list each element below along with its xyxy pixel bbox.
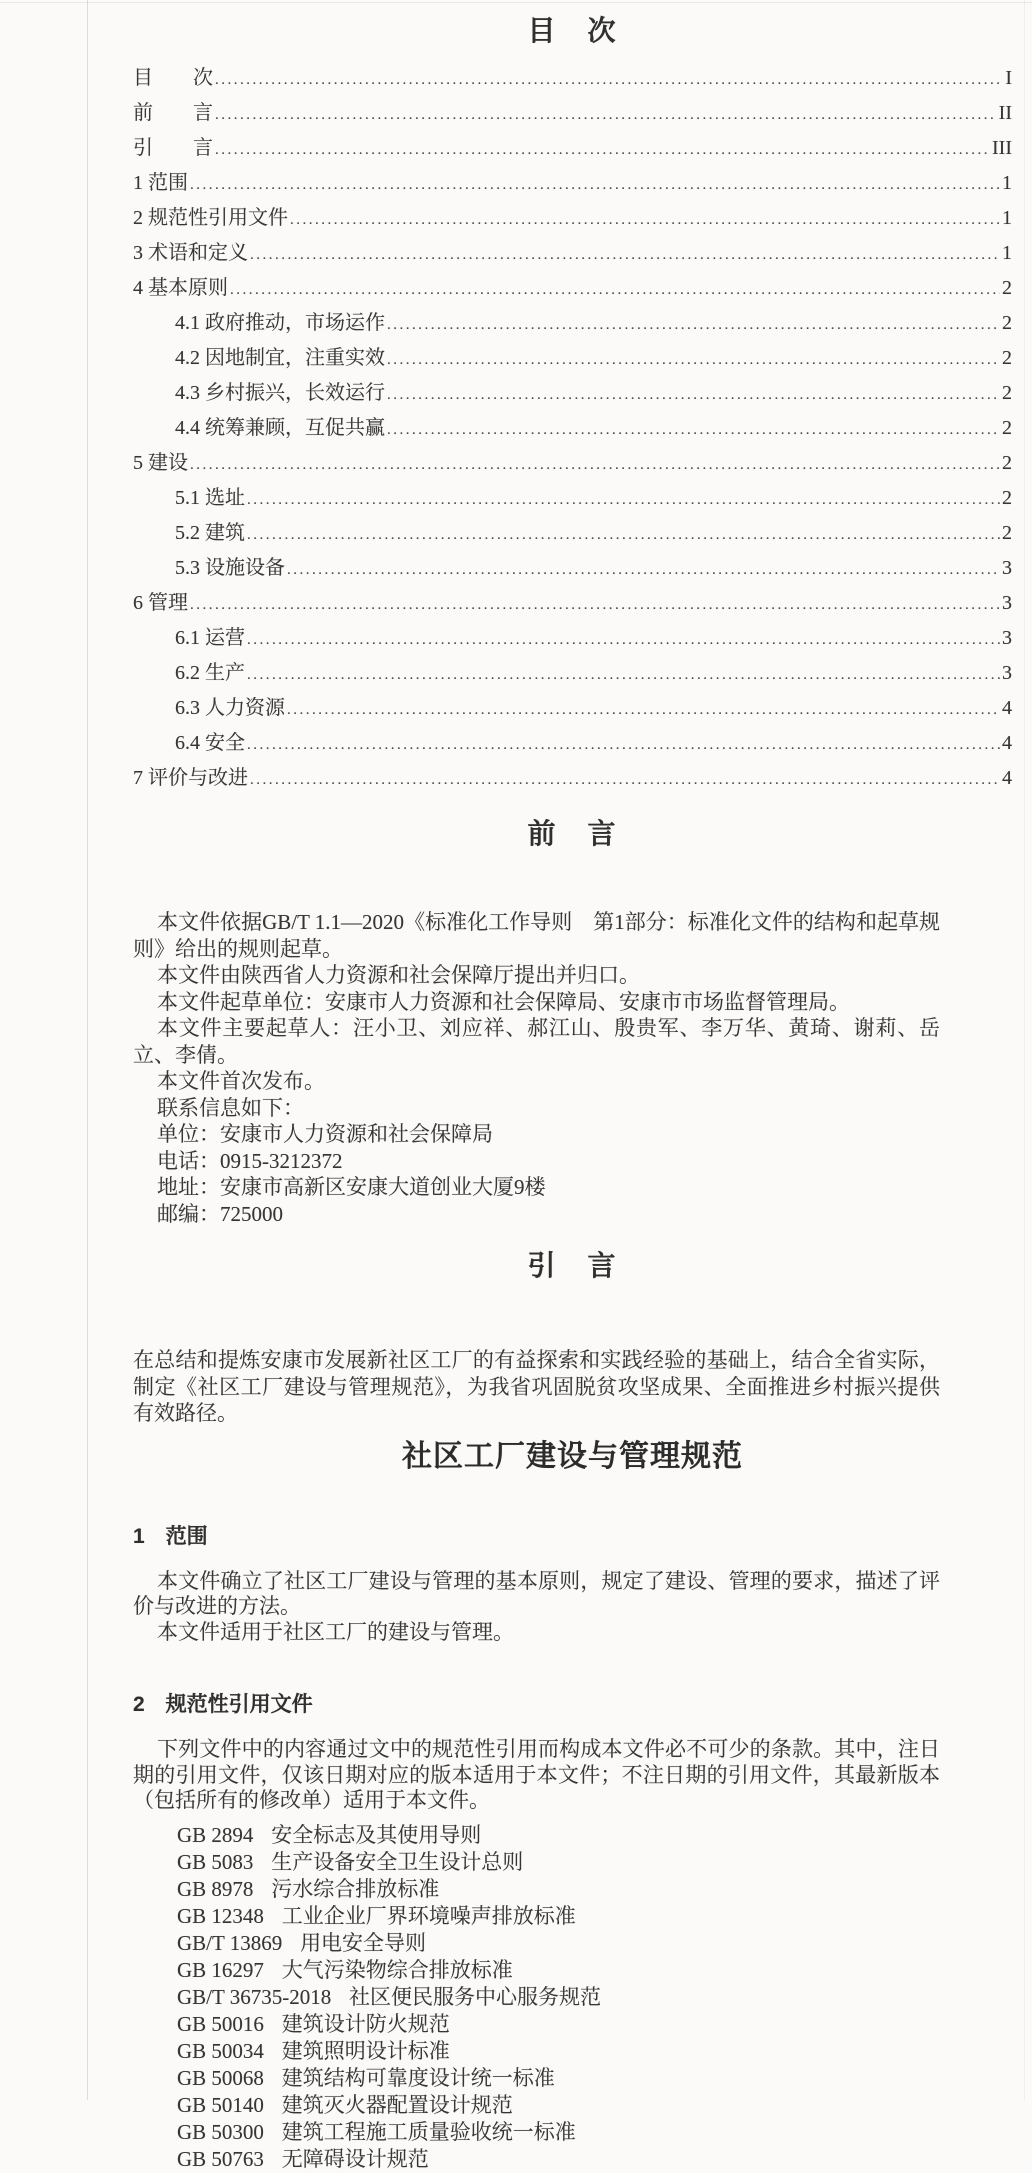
reference-name: 污水综合排放标准: [271, 1876, 440, 1901]
toc-entry-label: 6.2 生产: [175, 662, 245, 684]
toc-entry-page: 2: [1002, 312, 1012, 334]
toc-entry: [133, 517, 1012, 552]
toc-entry-label: 6.1 运营: [175, 627, 245, 649]
reference-code: GB 50140: [177, 2092, 264, 2117]
foreword-paragraph: 本文件起草单位：安康市人力资源和社会保障局、安康市市场监督管理局。: [157, 989, 850, 1014]
reference-name: 建筑工程施工质量验收统一标准: [281, 2119, 576, 2144]
toc-entry-page: 2: [1002, 382, 1012, 404]
toc-leader-dots: [250, 762, 1000, 797]
contact-line: 单位：安康市人力资源和社会保障局: [157, 1122, 493, 1146]
reference-code: GB/T 36735-2018: [177, 1984, 332, 2009]
toc-entry-label: 5.3 设施设备: [175, 557, 285, 579]
paragraph: 下列文件中的内容通过文中的规范性引用而构成本文件必不可少的条款。其中，注日期的引用文件，仅该日期对应的版本适用于本文件；不注日期的引用文件，其最新版本（包括所有的修改单）适用于本文件。: [133, 1737, 940, 1812]
toc-entry-label: 4 基本原则: [133, 277, 228, 299]
reference-code: GB 50300: [177, 2119, 264, 2144]
toc-leader-dots: [190, 587, 1000, 622]
contact-line: 地址：安康市高新区安康大道创业大厦9楼: [157, 1175, 546, 1199]
toc-leader-dots: [247, 657, 1000, 692]
reference-item: [177, 1930, 1012, 1957]
toc-entry-page: 1: [1002, 172, 1012, 194]
toc-entry-page: 2: [1002, 487, 1012, 509]
reference-list: [133, 1822, 1012, 2173]
toc-entry-label: 4.2 因地制宜，注重实效: [175, 347, 385, 369]
toc-entry-page: 4: [1002, 732, 1012, 754]
toc-leader-dots: [190, 447, 1000, 482]
toc-entry-page: 2: [1002, 277, 1012, 299]
toc-entry: [133, 587, 1012, 622]
reference-name: 安全标志及其使用导则: [271, 1822, 482, 1847]
toc-entry-label: 3 术语和定义: [133, 242, 248, 264]
reference-item: [177, 2092, 1012, 2119]
toc-entry-label: 6.3 人力资源: [175, 697, 285, 719]
reference-name: 建筑设计防火规范: [281, 2011, 450, 2036]
reference-code: GB/T 13869: [177, 1930, 283, 1955]
toc-entry: [133, 272, 1012, 307]
toc-leader-dots: [247, 727, 1000, 762]
contact-line: 电话：0915-3212372: [157, 1148, 343, 1173]
foreword-body: [133, 909, 940, 1227]
section-paragraphs: [133, 1569, 940, 1646]
reference-name: 无障碍设计规范: [281, 2146, 429, 2171]
reference-name: 大气污染物综合排放标准: [281, 1957, 513, 1982]
reference-code: GB 50763: [177, 2146, 264, 2171]
reference-item: [177, 2146, 1012, 2173]
scanned-document-page: [133, 0, 1012, 2173]
section-heading: 1 范围: [133, 1524, 208, 1548]
reference-item: [177, 1849, 1012, 1876]
toc-entry-page: 4: [1002, 697, 1012, 719]
toc-entry: [133, 62, 1012, 97]
toc-entry-page: 1: [1002, 207, 1012, 229]
standard-sections: [133, 1523, 1012, 2173]
scan-edge-line-left: [87, 0, 88, 2100]
toc-entry: [133, 482, 1012, 517]
toc-entry: [133, 552, 1012, 587]
toc-entry-label: 7 评价与改进: [133, 767, 248, 789]
reference-item: [177, 1876, 1012, 1903]
reference-name: 社区便民服务中心服务规范: [349, 1984, 602, 2009]
release-note: 本文件首次发布。: [157, 1069, 325, 1093]
toc-leader-dots: [250, 237, 1000, 272]
toc-leader-dots: [387, 377, 1000, 412]
toc-leader-dots: [290, 202, 1000, 237]
foreword-title: 前 言: [527, 818, 618, 849]
reference-code: GB 50016: [177, 2011, 264, 2036]
document-title: 社区工厂建设与管理规范: [402, 1439, 743, 1473]
toc-entry: [133, 762, 1012, 797]
toc-leader-dots: [215, 132, 990, 167]
reference-code: GB 2894: [177, 1822, 254, 1847]
toc-entry-label: 5.1 选址: [175, 487, 245, 509]
section-paragraphs: [133, 1737, 940, 1814]
toc-entry: [133, 657, 1012, 692]
reference-item: [177, 1822, 1012, 1849]
toc-leader-dots: [247, 517, 1000, 552]
contact-intro: 联系信息如下：: [157, 1095, 304, 1120]
introduction-title: 引 言: [527, 1250, 618, 1281]
toc-entry: [133, 377, 1012, 412]
toc-leader-dots: [387, 307, 1000, 342]
toc-leader-dots: [247, 622, 1000, 657]
toc-entry: [133, 342, 1012, 377]
toc-leader-dots: [247, 482, 1000, 517]
foreword-paragraph: 本文件由陕西省人力资源和社会保障厅提出并归口。: [157, 963, 640, 987]
section-heading: 2 规范性引用文件: [133, 1693, 313, 1716]
toc-entry-label: 前 言: [133, 102, 213, 124]
reference-code: GB 50068: [177, 2065, 264, 2090]
toc-entry-label: 6 管理: [133, 592, 188, 614]
toc-entry: [133, 727, 1012, 762]
toc-entry: [133, 692, 1012, 727]
reference-item: [177, 1903, 1012, 1930]
foreword-paragraph: 本文件依据GB/T 1.1—2020《标准化工作导则 第1部分：标准化文件的结构和起草规则》给出的规则起草。: [133, 910, 940, 961]
contact-block: [133, 1121, 940, 1227]
foreword-paragraph: 本文件主要起草人：汪小卫、刘应祥、郝江山、殷贵军、李万华、黄琦、谢莉、岳立、李倩。: [133, 1016, 940, 1067]
toc-entry-page: 3: [1002, 557, 1012, 579]
toc-entry: [133, 412, 1012, 447]
introduction-paragraph: 在总结和提炼安康市发展新社区工厂的有益探索和实践经验的基础上，结合全省实际，制定《社区工厂建设与管理规范》，为我省巩固脱贫攻坚成果、全面推进乡村振兴提供有效路径。: [133, 1348, 940, 1425]
scan-edge-line-right: [1024, 0, 1025, 2100]
toc-entry-page: II: [998, 102, 1012, 124]
toc-entry-label: 1 范围: [133, 172, 188, 194]
reference-code: GB 8978: [177, 1876, 254, 1901]
reference-code: GB 16297: [177, 1957, 264, 1982]
toc-entry-page: 2: [1002, 417, 1012, 439]
reference-name: 建筑结构可靠度设计统一标准: [281, 2065, 555, 2090]
toc-entry-page: 2: [1002, 347, 1012, 369]
toc-entry-label: 2 规范性引用文件: [133, 207, 288, 229]
toc-entry: [133, 307, 1012, 342]
toc-entry-label: 4.4 统筹兼顾，互促共赢: [175, 417, 385, 439]
toc-entry-page: 1: [1002, 242, 1012, 264]
toc-leader-dots: [287, 692, 1000, 727]
toc-leader-dots: [387, 342, 1000, 377]
toc-entry-label: 6.4 安全: [175, 732, 245, 754]
toc-entry-page: 3: [1002, 627, 1012, 649]
toc-leader-dots: [287, 552, 1000, 587]
reference-name: 建筑灭火器配置设计规范: [281, 2092, 513, 2117]
paragraph: 本文件适用于社区工厂的建设与管理。: [157, 1619, 514, 1644]
toc-entry-page: 2: [1002, 522, 1012, 544]
toc-entry: [133, 237, 1012, 272]
toc-entry-label: 5 建设: [133, 452, 188, 474]
toc-entry: [133, 132, 1012, 167]
paragraph: 本文件确立了社区工厂建设与管理的基本原则，规定了建设、管理的要求，描述了评价与改进的方法。: [133, 1568, 940, 1618]
toc-leader-dots: [215, 62, 1003, 97]
contact-line: 邮编：725000: [157, 1201, 283, 1226]
toc-leader-dots: [190, 167, 1000, 202]
reference-item: [177, 2065, 1012, 2092]
reference-item: [177, 2038, 1012, 2065]
toc-entry-page: 3: [1002, 662, 1012, 684]
reference-name: 用电安全导则: [300, 1930, 427, 1955]
toc-entry-label: 引 言: [133, 137, 213, 159]
toc-entry-label: 4.3 乡村振兴，长效运行: [175, 382, 385, 404]
toc-entry-page: 2: [1002, 452, 1012, 474]
toc-entry-page: III: [992, 137, 1012, 159]
toc-entry-label: 4.1 政府推动，市场运作: [175, 312, 385, 334]
reference-code: GB 12348: [177, 1903, 264, 1928]
toc-entry: [133, 447, 1012, 482]
toc-leader-dots: [230, 272, 1000, 307]
toc-leader-dots: [387, 412, 1000, 447]
toc-entry-page: 4: [1002, 767, 1012, 789]
reference-name: 生产设备安全卫生设计总则: [271, 1849, 524, 1874]
toc-title: 目 次: [527, 15, 618, 46]
toc-list: [133, 62, 1012, 797]
toc-entry-label: 5.2 建筑: [175, 522, 245, 544]
toc-entry: [133, 97, 1012, 132]
toc-entry: [133, 167, 1012, 202]
reference-code: GB 5083: [177, 1849, 254, 1874]
reference-item: [177, 1957, 1012, 1984]
toc-entry-label: 目 次: [133, 67, 213, 89]
reference-code: GB 50034: [177, 2038, 264, 2063]
toc-entry-page: I: [1005, 67, 1012, 89]
reference-name: 建筑照明设计标准: [281, 2038, 450, 2063]
toc-entry: [133, 202, 1012, 237]
toc-entry: [133, 622, 1012, 657]
reference-item: [177, 2119, 1012, 2146]
toc-leader-dots: [215, 97, 997, 132]
toc-entry-page: 3: [1002, 592, 1012, 614]
reference-name: 工业企业厂界环境噪声排放标准: [281, 1903, 576, 1928]
reference-item: [177, 1984, 1012, 2011]
reference-item: [177, 2011, 1012, 2038]
